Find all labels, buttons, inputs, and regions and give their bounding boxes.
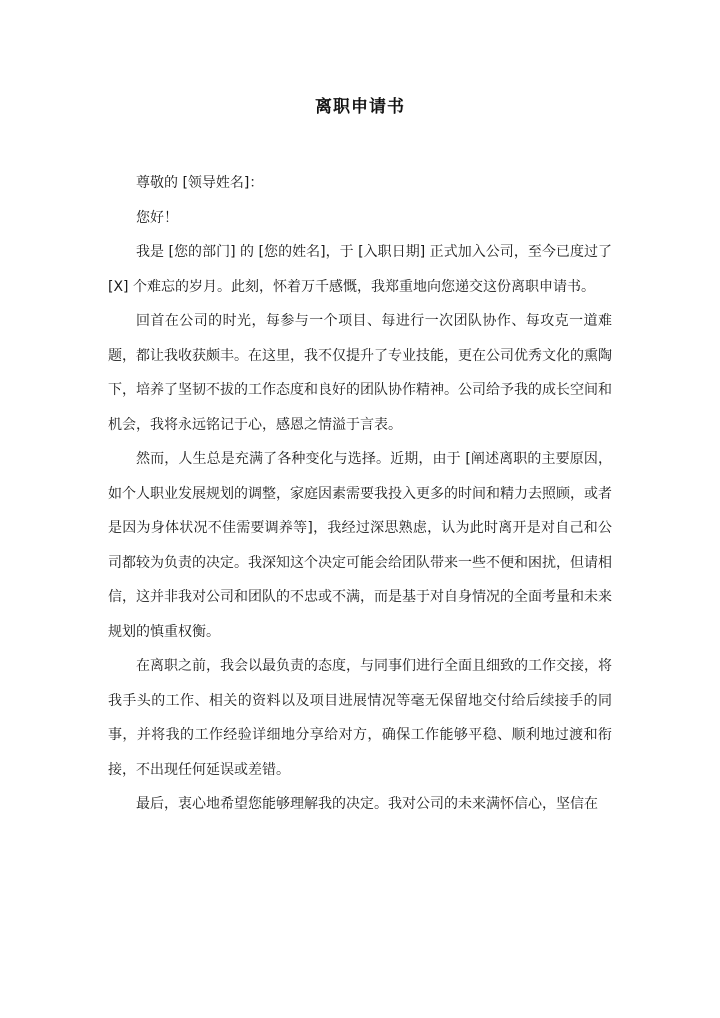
- document-title: 离职申请书: [315, 97, 405, 117]
- paragraph-gratitude: 回首在公司的时光，每参与一个项目、每进行一次团队协作、每攻克一道难题，都让我收获颇丰。在这里，我不仅提升了专业技能，更在公司优秀文化的熏陶下，培养了坚韧不拔的工作态度和良好的团队协作精神。公司给予我的成长空间和机会，我将永远铭记于心，感恩之情溢于言表。: [108, 313, 612, 433]
- salutation: 尊敬的 [领导姓名]：: [136, 175, 264, 191]
- paragraph-handover: 在离职之前，我会以最负责的态度，与同事们进行全面且细致的工作交接，将我手头的工作、相关的资料以及项目进展情况等毫无保留地交付给后续接手的同事，并将我的工作经验详细地分享给对方，确保工作能够平稳、顺利地过渡和衔接，不出现任何延误或差错。: [108, 658, 612, 778]
- paragraph-closing: 最后，衷心地希望您能够理解我的决定。我对公司的未来满怀信心，坚信在: [136, 796, 598, 812]
- greeting: 您好！: [136, 209, 178, 226]
- paragraph-reason: 然而，人生总是充满了各种变化与选择。近期，由于 [阐述离职的主要原因，如个人职业发展规划的调整，家庭因素需要我投入更多的时间和精力去照顾，或者是因为身体状况不佳需要调养等]，我经过深思熟虑，认为此时离开是对自己和公司都较为负责的决定。我深知这个决定可能会给团队带来一些不便和困扰，但请相信，这并非我对公司和团队的不忠或不满，而是基于对自身情况的全面考量和未来规划的慎重权衡。: [108, 451, 612, 640]
- letter-body: [108, 166, 612, 822]
- paragraph-intro: 我是 [您的部门] 的 [您的姓名]，于 [入职日期] 正式加入公司，至今已度过了 [X] 个难忘的岁月。此刻，怀着万千感慨，我郑重地向您递交这份离职申请书。: [108, 244, 612, 295]
